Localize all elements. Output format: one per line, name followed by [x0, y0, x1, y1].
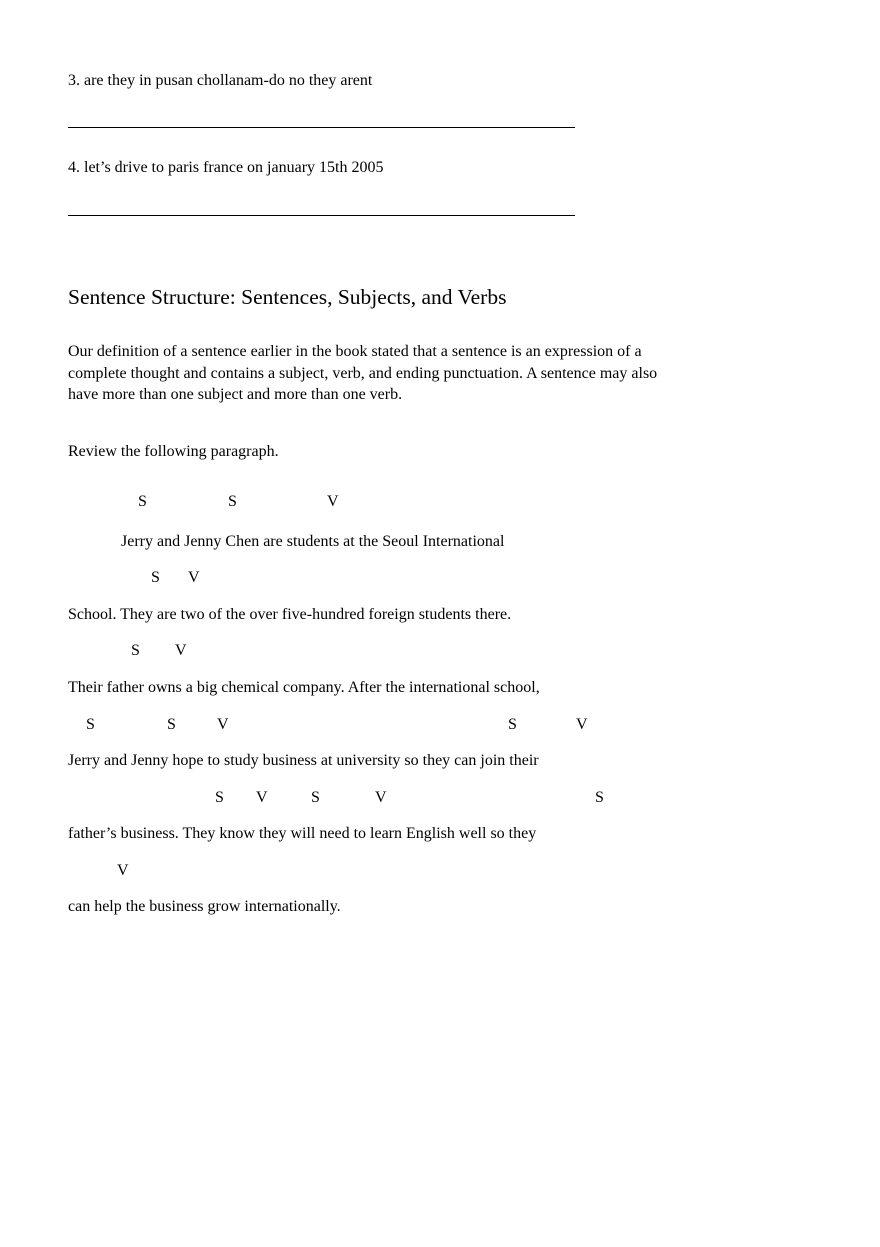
verb-mark: V	[188, 569, 200, 586]
exercise-4-text: 4. let’s drive to paris france on january 15th 2005	[68, 159, 384, 176]
subject-mark: S	[311, 789, 320, 806]
verb-mark: V	[327, 493, 339, 510]
subject-mark: S	[228, 493, 237, 510]
section-title: Sentence Structure: Sentences, Subjects, and Verbs	[68, 285, 507, 309]
paragraph-line-3: Their father owns a big chemical company. After the international school,	[68, 679, 540, 696]
paragraph-line-4: Jerry and Jenny hope to study business at university so they can join their	[68, 752, 539, 769]
exercise-4-answer-line	[68, 215, 575, 216]
subject-mark: S	[215, 789, 224, 806]
paragraph-line-2: School. They are two of the over five-hundred foreign students there.	[68, 606, 512, 623]
paragraph-line-6: can help the business grow internationally.	[68, 898, 341, 915]
subject-mark: S	[167, 716, 176, 733]
exercise-3-answer-line	[68, 127, 575, 128]
subject-mark: S	[595, 789, 604, 806]
subject-mark: S	[86, 716, 95, 733]
verb-mark: V	[217, 716, 229, 733]
verb-mark: V	[256, 789, 268, 806]
paragraph-line-5: father’s business. They know they will need to learn English well so they	[68, 825, 537, 842]
verb-mark: V	[375, 789, 387, 806]
review-instruction: Review the following paragraph.	[68, 443, 279, 460]
verb-mark: V	[576, 716, 588, 733]
subject-mark: S	[508, 716, 517, 733]
subject-mark: S	[151, 569, 160, 586]
exercise-3-text: 3. are they in pusan chollanam-do no they arent	[68, 72, 373, 89]
subject-mark: S	[131, 642, 140, 659]
verb-mark: V	[117, 862, 129, 879]
subject-mark: S	[138, 493, 147, 510]
paragraph-line-1: Jerry and Jenny Chen are students at the Seoul International	[121, 533, 505, 550]
section-intro-paragraph: Our definition of a sentence earlier in the book stated that a sentence is an expression of a complete thought and contains a subject, verb, and ending punctuation. A sentence may also have more than one subject and more than one verb.	[68, 343, 658, 403]
verb-mark: V	[175, 642, 187, 659]
